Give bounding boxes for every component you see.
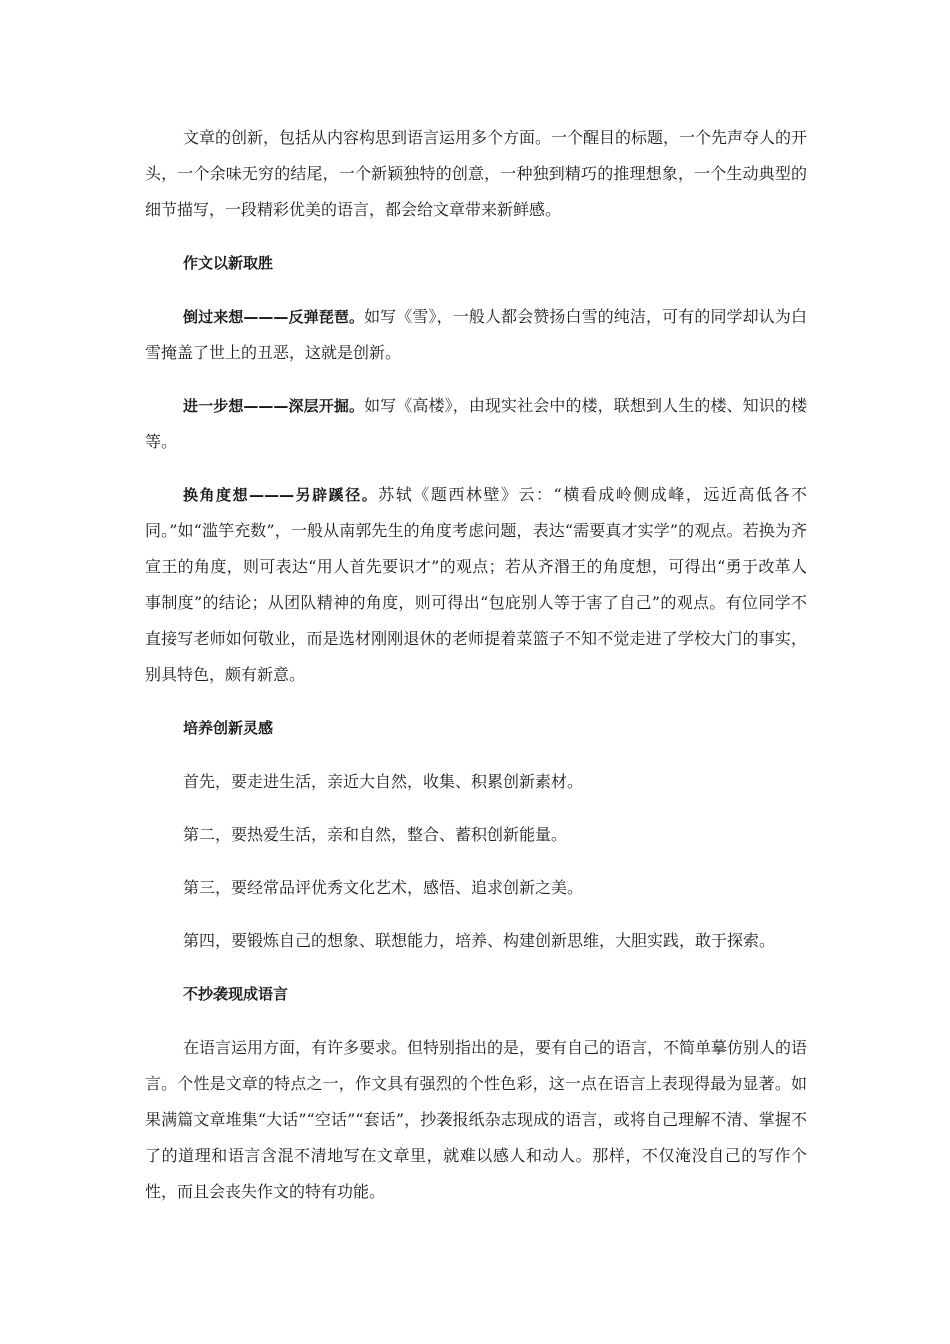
- section-heading-inspiration: 培养创新灵感: [183, 719, 274, 737]
- paragraph-angle-thinking: [145, 477, 807, 693]
- list-item: 第四，要锻炼自己的想象、联想能力，培养、构建创新思维，大胆实践，敢于探索。: [183, 931, 776, 950]
- intro-paragraph: 文章的创新，包括从内容构思到语言运用多个方面。一个醒目的标题，一个先声夺人的开头，一个余味无穷的结尾，一个新颖独特的创意，一种独到精巧的推理想象，一个生动典型的细节描写，一段精彩优美的语言，都会给文章带来新鲜感。: [145, 128, 808, 219]
- paragraph-text: 苏轼《题西林壁》云：“横看成岭侧成峰，远近高低各不同。”如“滥竽充数”，一般从南郭先生的角度考虑问题，表达“需要真才实学”的观点。若换为齐宣王的角度，则可表达“用人首先要识才”的观点；若从齐湣王的角度想，可得出“勇于改革人事制度”的结论；从团队精神的角度，则可得出“包庇别人等于害了自己”的观点。有位同学不直接写老师如何敬业，而是选材刚刚退休的老师提着菜篮子不知不觉走进了学校大门的事实，别具特色，颇有新意。: [145, 485, 807, 684]
- list-item: 第三，要经常品评优秀文化艺术，感悟、追求创新之美。: [183, 878, 584, 897]
- closing-paragraph: 在语言运用方面，有许多要求。但特别指出的是，要有自己的语言，不简单摹仿别人的语言。个性是文章的特点之一，作文具有强烈的个性色彩，这一点在语言上表现得最为显著。如果满篇文章堆集“大话”“空话”“套话”，抄袭报纸杂志现成的语言，或将自己理解不清、掌握不了的道理和语言含混不清地写在文章里，就难以感人和动人。那样，不仅淹没自己的写作个性，而且会丧失作文的特有功能。: [145, 1038, 808, 1201]
- paragraph-text: 如写《高楼》，由现实社会中的楼，联想到人生的楼、知识的楼等。: [145, 396, 807, 451]
- section-heading-no-plagiarism: 不抄袭现成语言: [183, 985, 289, 1003]
- paragraph-lead: 进一步想———深层开掘。: [183, 397, 365, 415]
- document-body: [145, 120, 807, 1227]
- paragraph-reverse-thinking: [145, 299, 807, 371]
- paragraph-lead: 倒过来想———反弹琵琶。: [183, 308, 365, 326]
- list-item: 第二，要热爱生活，亲和自然，整合、蓄积创新能量。: [183, 825, 568, 844]
- section-heading-innovation: 作文以新取胜: [183, 254, 274, 272]
- paragraph-lead: 换角度想———另辟蹊径。: [183, 486, 379, 504]
- paragraph-deeper-thinking: [145, 388, 807, 460]
- paragraph-text: 如写《雪》，一般人都会赞扬白雪的纯洁，可有的同学却认为白雪掩盖了世上的丑恶，这就是创新。: [145, 307, 807, 362]
- list-item: 首先，要走进生活，亲近大自然，收集、积累创新素材。: [183, 772, 584, 791]
